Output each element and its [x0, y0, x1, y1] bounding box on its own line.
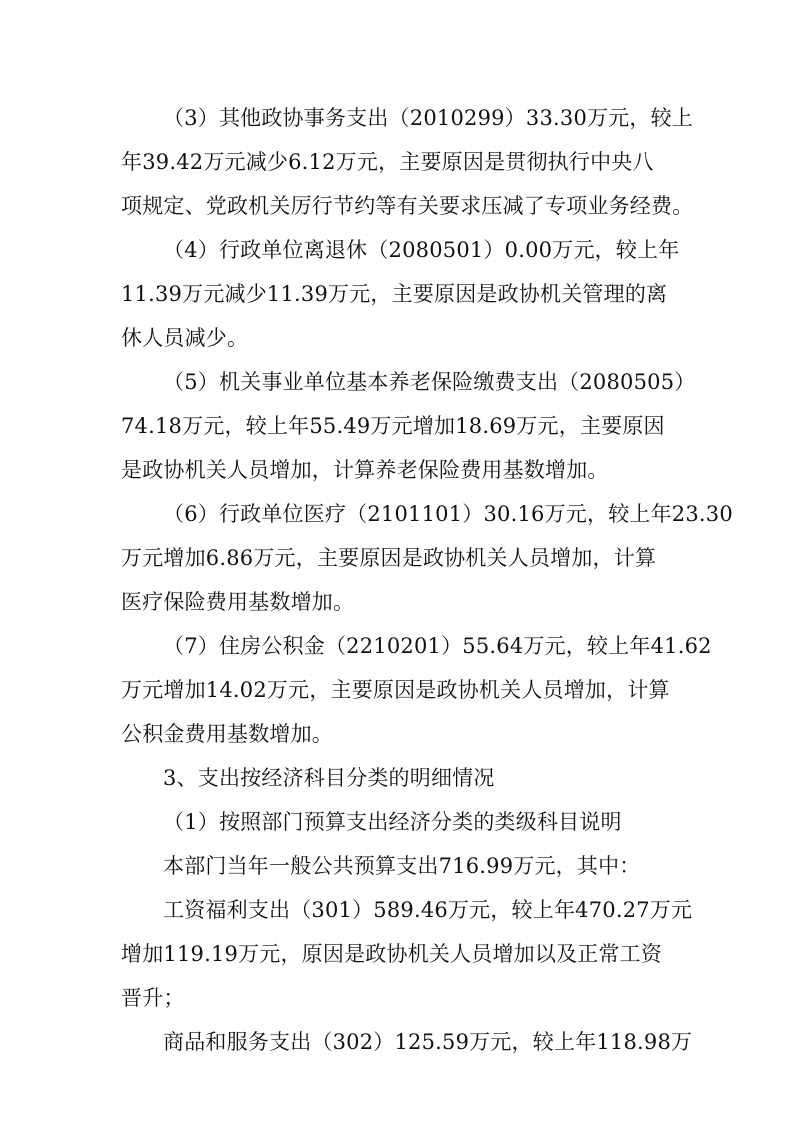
paragraph-line: （7）住房公积金（2210201）55.64万元，较上年41.62 [163, 634, 712, 658]
paragraph-line: （3）其他政协事务支出（2010299）33.30万元，较上 [163, 106, 694, 130]
paragraph-line: 11.39万元减少11.39万元，主要原因是政协机关管理的离 [121, 282, 668, 306]
paragraph-line: （4）行政单位离退休（2080501）0.00万元，较上年 [163, 238, 680, 262]
paragraph-line: 万元增加14.02万元，主要原因是政协机关人员增加，计算 [121, 678, 670, 702]
paragraph-line: 万元增加6.86万元，主要原因是政协机关人员增加，计算 [121, 546, 657, 570]
section-heading: 3、支出按经济科目分类的明细情况 [163, 766, 495, 790]
paragraph-line: （6）行政单位医疗（2101101）30.16万元，较上年23.30 [163, 502, 733, 526]
paragraph-line: 休人员减少。 [121, 326, 249, 350]
paragraph-line: 年39.42万元减少6.12万元，主要原因是贯彻执行中央八 [121, 150, 654, 174]
paragraph-line: 公积金费用基数增加。 [121, 722, 333, 746]
paragraph-line: 74.18万元，较上年55.49万元增加18.69万元，主要原因 [121, 414, 665, 438]
paragraph-line: 增加119.19万元，原因是政协机关人员增加以及正常工资 [121, 942, 663, 966]
paragraph-line: 工资福利支出（301）589.46万元，较上年470.27万元 [163, 898, 693, 922]
subsection-heading: （1）按照部门预算支出经济分类的类级科目说明 [163, 810, 622, 834]
paragraph-line: 项规定、党政机关厉行节约等有关要求压减了专项业务经费。 [121, 194, 694, 218]
paragraph-line: 是政协机关人员增加，计算养老保险费用基数增加。 [121, 458, 609, 482]
paragraph-line: （5）机关事业单位基本养老保险缴费支出（2080505） [163, 370, 696, 394]
paragraph-line: 医疗保险费用基数增加。 [121, 590, 355, 614]
paragraph-line: 本部门当年一般公共预算支出716.99万元，其中： [163, 854, 641, 878]
paragraph-line: 商品和服务支出（302）125.59万元，较上年118.98万 [163, 1030, 693, 1054]
paragraph-line: 晋升； [121, 986, 185, 1010]
